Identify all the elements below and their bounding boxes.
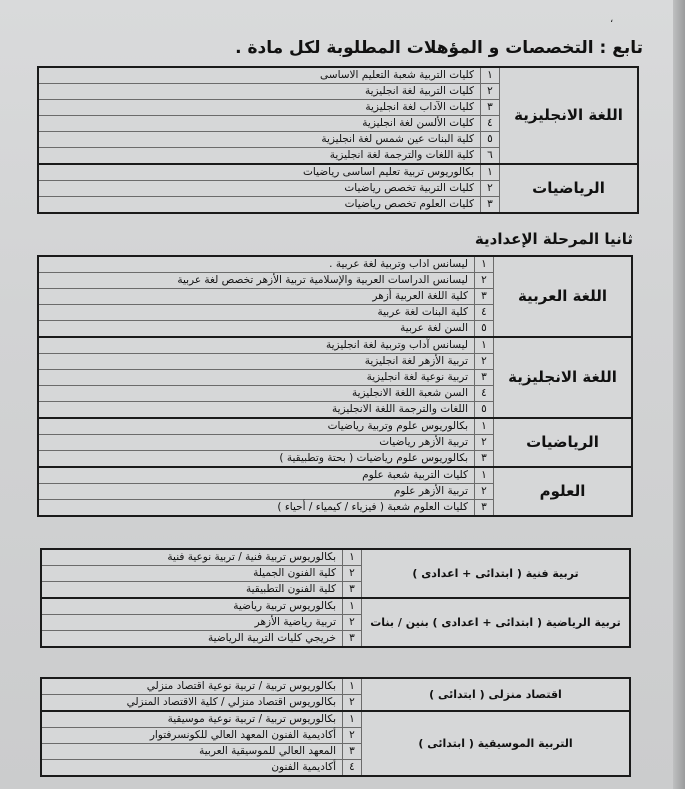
item-number: ٥ xyxy=(481,132,500,148)
table-row xyxy=(41,549,630,566)
subject-cell: العلوم xyxy=(494,467,633,516)
item-number: ٢ xyxy=(475,435,494,451)
qualification-text: السن لغة عربية xyxy=(38,321,475,338)
qualification-text: أكاديمية الفنون xyxy=(41,760,343,777)
item-number: ١ xyxy=(481,67,500,84)
qualification-text: كلية اللغات والترجمة لغة انجليزية xyxy=(38,148,481,165)
table-row xyxy=(41,598,630,615)
qualification-text: تربية الأزهر علوم xyxy=(38,484,475,500)
item-number: ٦ xyxy=(481,148,500,165)
item-number: ٤ xyxy=(475,305,494,321)
qualification-text: اللغات والترجمة اللغة الانجليزية xyxy=(38,402,475,419)
item-number: ١ xyxy=(343,598,362,615)
item-number: ١ xyxy=(475,467,494,484)
qualification-text: بكالوريوس علوم وتربية رياضيات xyxy=(38,418,475,435)
item-number: ٣ xyxy=(481,197,500,214)
subject-cell: تربية فنية ( ابتدائى + اعدادى ) xyxy=(362,549,631,598)
section-title-preparatory: ثانيا المرحلة الإعدادية xyxy=(474,230,633,248)
art-sports-qualifications-table xyxy=(40,548,631,648)
page-edge-shadow xyxy=(673,0,685,789)
item-number: ٢ xyxy=(475,273,494,289)
item-number: ١ xyxy=(343,678,362,695)
qualification-text: كلية اللغة العربية أزهر xyxy=(38,289,475,305)
qualification-text: خريجي كليات التربية الرياضية xyxy=(41,631,343,648)
item-number: ١ xyxy=(481,164,500,181)
qualification-text: كليات الآداب لغة انجليزية xyxy=(38,100,481,116)
qualification-text: كلية البنات عين شمس لغة انجليزية xyxy=(38,132,481,148)
qualification-text: كلية البنات لغة عربية xyxy=(38,305,475,321)
qualification-text: كليات التربية لغة انجليزية xyxy=(38,84,481,100)
item-number: ٤ xyxy=(343,760,362,777)
item-number: ٢ xyxy=(343,566,362,582)
preparatory-qualifications-table xyxy=(37,255,633,517)
qualification-text: كليات التربية تخصص رياضيات xyxy=(38,181,481,197)
qualification-text: ليسانس اداب وتربية لغة عربية . xyxy=(38,256,475,273)
home-economics-music-qualifications-table xyxy=(40,677,631,777)
subject-cell: الرياضيات xyxy=(494,418,633,467)
qualification-text: السن شعبة اللغة الانجليزية xyxy=(38,386,475,402)
item-number: ٢ xyxy=(475,484,494,500)
qualification-text: ليسانس آداب وتربية لغة انجليزية xyxy=(38,337,475,354)
subject-cell: الرياضيات xyxy=(500,164,639,213)
qualification-text: تربية نوعية لغة انجليزية xyxy=(38,370,475,386)
item-number: ٢ xyxy=(343,728,362,744)
qualification-text: كلية الفنون الجميلة xyxy=(41,566,343,582)
item-number: ٣ xyxy=(475,451,494,468)
table-row xyxy=(38,418,632,435)
qualification-text: تربية الأزهر لغة انجليزية xyxy=(38,354,475,370)
table-row xyxy=(38,467,632,484)
table-row xyxy=(38,164,638,181)
qualification-text: بكالوريوس تربية رياضية xyxy=(41,598,343,615)
page-title: تابع : التخصصات و المؤهلات المطلوبة لكل مادة . xyxy=(235,38,643,58)
qualification-text: تربية الأزهر رياضيات xyxy=(38,435,475,451)
qualification-text: بكالوريوس تربية / تربية نوعية موسيقية xyxy=(41,711,343,728)
table-row xyxy=(41,678,630,695)
qualification-text: كليات العلوم تخصص رياضيات xyxy=(38,197,481,214)
page-marker: ، xyxy=(610,14,614,25)
item-number: ٣ xyxy=(343,631,362,648)
table-row xyxy=(38,337,632,354)
subject-cell: اقتصاد منزلى ( ابتدائى ) xyxy=(362,678,631,711)
subject-cell: التربية الموسيقية ( ابتدائى ) xyxy=(362,711,631,776)
subject-cell: اللغة العربية xyxy=(494,256,633,337)
item-number: ١ xyxy=(475,418,494,435)
item-number: ٣ xyxy=(475,370,494,386)
qualification-text: بكالوريوس علوم رياضيات ( بحتة وتطبيقية ) xyxy=(38,451,475,468)
item-number: ٤ xyxy=(481,116,500,132)
item-number: ٢ xyxy=(475,354,494,370)
qualification-text: كليات التربية شعبة علوم xyxy=(38,467,475,484)
item-number: ٢ xyxy=(481,181,500,197)
subject-cell: اللغة الانجليزية xyxy=(494,337,633,418)
item-number: ٣ xyxy=(475,500,494,517)
item-number: ١ xyxy=(343,711,362,728)
qualification-text: أكاديمية الفنون المعهد العالي للكونسرفتوار xyxy=(41,728,343,744)
item-number: ١ xyxy=(475,337,494,354)
table-row xyxy=(41,711,630,728)
qualification-text: بكالوريوس تربية فنية / تربية نوعية فنية xyxy=(41,549,343,566)
item-number: ١ xyxy=(475,256,494,273)
subject-cell: اللغة الانجليزية xyxy=(500,67,639,164)
qualification-text: بكالوريوس تربية / تربية نوعية اقتصاد منزلي xyxy=(41,678,343,695)
primary-qualifications-table xyxy=(37,66,639,214)
qualification-text: كليات التربية شعبة التعليم الاساسى xyxy=(38,67,481,84)
qualification-text: بكالوريوس تربية تعليم اساسى رياضيات xyxy=(38,164,481,181)
item-number: ٢ xyxy=(343,615,362,631)
item-number: ٣ xyxy=(343,744,362,760)
qualification-text: كليات العلوم شعبة ( فيزياء / كيمياء / أحياء ) xyxy=(38,500,475,517)
item-number: ٢ xyxy=(343,695,362,712)
item-number: ٤ xyxy=(475,386,494,402)
qualification-text: تربية رياضية الأزهر xyxy=(41,615,343,631)
item-number: ٢ xyxy=(481,84,500,100)
qualification-text: المعهد العالي للموسيقية العربية xyxy=(41,744,343,760)
item-number: ٣ xyxy=(343,582,362,599)
qualification-text: بكالوريوس اقتصاد منزلي / كلية الاقتصاد المنزلي xyxy=(41,695,343,712)
item-number: ٣ xyxy=(481,100,500,116)
table-row xyxy=(38,67,638,84)
subject-cell: تربية الرياضية ( ابتدائى + اعدادى ) بنين / بنات xyxy=(362,598,631,647)
qualification-text: ليسانس الدراسات العربية والإسلامية تربية الأزهر تخصص لغة عربية xyxy=(38,273,475,289)
item-number: ٣ xyxy=(475,289,494,305)
item-number: ٥ xyxy=(475,402,494,419)
item-number: ٥ xyxy=(475,321,494,338)
item-number: ١ xyxy=(343,549,362,566)
qualification-text: كلية الفنون التطبيقية xyxy=(41,582,343,599)
qualification-text: كليات الألسن لغة انجليزية xyxy=(38,116,481,132)
table-row xyxy=(38,256,632,273)
